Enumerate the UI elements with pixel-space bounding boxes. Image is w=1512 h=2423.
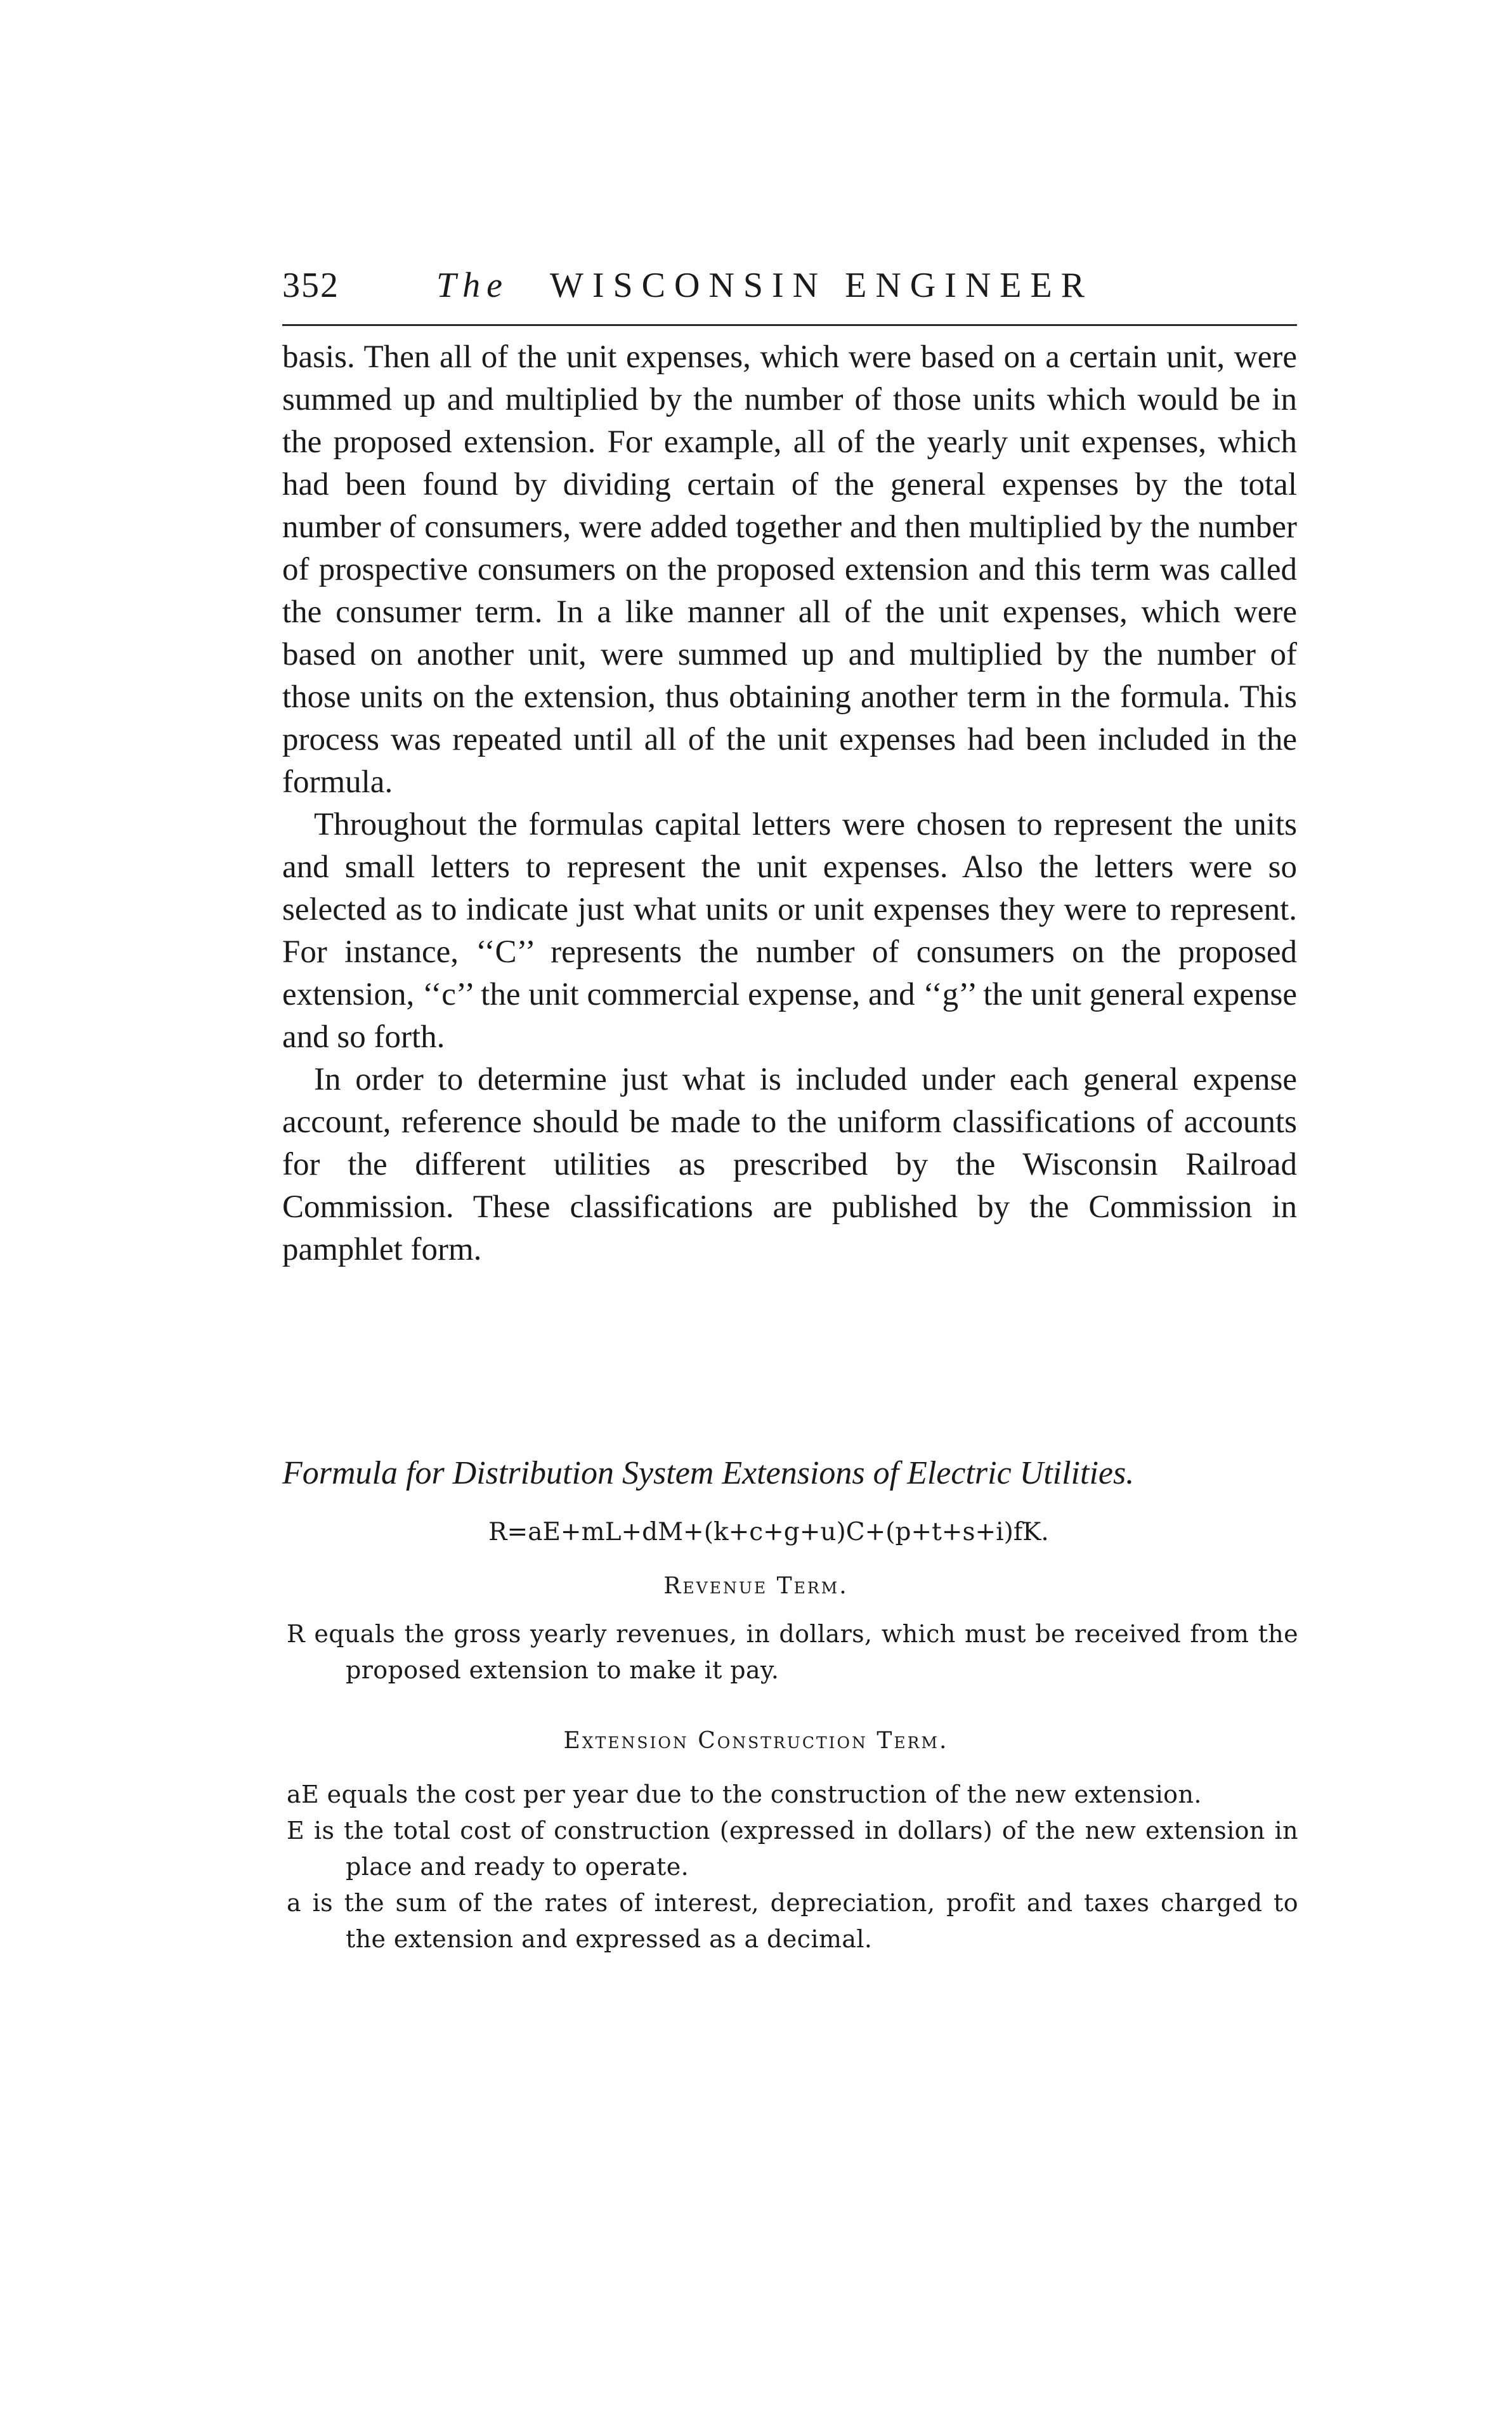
- revenue-term-heading: Revenue Term.: [663, 1573, 849, 1599]
- header-rule: [282, 324, 1297, 326]
- formula-expression: R=aE+mL+dM+(k+c+g+u)C+(p+t+s+i)fK.: [488, 1518, 1049, 1546]
- definition-item: aE equals the cost per year due to the construction of the new extension.: [287, 1780, 1202, 1808]
- paragraph: In order to determine just what is included under each general expense account, reference should be made to the uniform classifications of accounts for the different utilities as prescribed by the Wisconsin Railroad Commission. These classifications are published by the Commission in pamphlet form.: [282, 1062, 1297, 1267]
- definition-item: E is the total cost of construction (expressed in dollars) of the new extension in place and ready to operate.: [287, 1817, 1298, 1881]
- paragraph: Throughout the formulas capital letters were chosen to represent the units and small letters to represent the unit expenses. Also the letters were so selected as to indicate just what units or unit expenses they were to represent. For instance, ‘‘C’’ represents the number of consumers on the proposed extension, ‘‘c’’ the unit commercial expense, and ‘‘g’’ the unit general expense and so forth.: [282, 807, 1297, 1055]
- definition-item: R equals the gross yearly revenues, in dollars, which must be received from the proposed extension to make it pay.: [287, 1620, 1298, 1684]
- paragraph-continued: basis. Then all of the unit expenses, which were based on a certain unit, were summed up and multiplied by the number of those units which would be in the proposed extension. For example, all of the yearly unit expenses, which had been found by dividing certain of the general expenses by the total number of consumers, were added together and then multiplied by the number of prospective consumers on the proposed extension and this term was called the consumer term. In a like manner all of the unit expenses, which were based on another unit, were summed up and multiplied by the number of those units on the extension, thus obtaining another term in the formula. This process was repeated until all of the unit expenses had been included in the formula.: [282, 339, 1297, 800]
- body-text: [282, 336, 1297, 1271]
- revenue-term-definitions: [287, 1616, 1298, 1688]
- construction-term-definitions: [287, 1777, 1298, 1957]
- page-number: 352: [282, 266, 339, 305]
- journal-title-article: The: [436, 266, 509, 305]
- formula-title: Formula for Distribution System Extensions of Electric Utilities.: [282, 1455, 1135, 1491]
- journal-title: WISCONSIN ENGINEER: [550, 266, 1094, 305]
- construction-term-heading: Extension Construction Term.: [563, 1728, 949, 1754]
- formula: [0, 1515, 1512, 1550]
- definition-item: a is the sum of the rates of interest, depreciation, profit and taxes charged to the extension and expressed as a decimal.: [287, 1889, 1298, 1953]
- running-header: [282, 265, 1297, 316]
